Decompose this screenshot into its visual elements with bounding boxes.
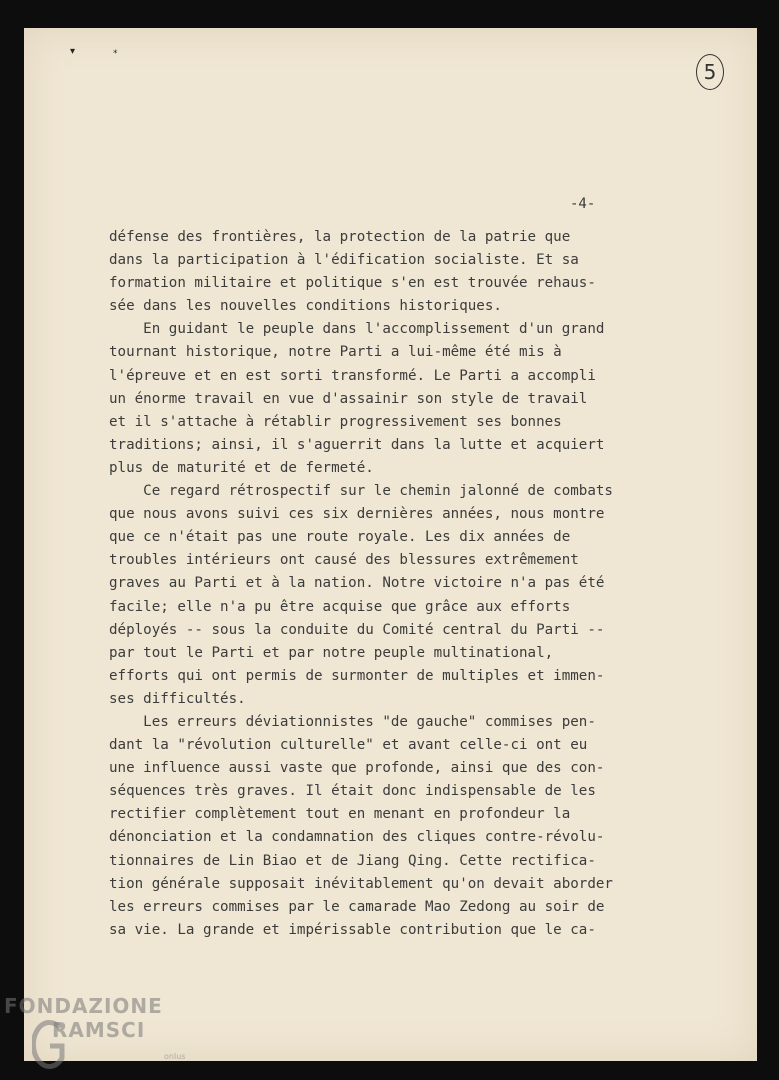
text-line: dans la participation à l'édification socialiste. Et sa xyxy=(109,252,579,269)
text-line: formation militaire et politique s'en est trouvée rehaus- xyxy=(109,275,596,292)
text-line: troubles intérieurs ont causé des blessures extrêmement xyxy=(109,552,579,569)
text-line: Les erreurs déviationnistes "de gauche" commises pen- xyxy=(109,713,596,730)
document-page xyxy=(24,28,757,1061)
watermark-suffix: onlus xyxy=(164,1052,186,1061)
corner-mark: ▾ xyxy=(70,46,76,57)
text-line: sa vie. La grande et impérissable contribution que le ca- xyxy=(109,921,596,938)
text-line: tion générale supposait inévitablement qu'on devait aborder xyxy=(109,875,613,892)
text-line: graves au Parti et à la nation. Notre victoire n'a pas été xyxy=(109,575,605,592)
text-line: efforts qui ont permis de surmonter de multiples et immen- xyxy=(109,667,605,684)
text-line: sée dans les nouvelles conditions historiques. xyxy=(109,298,502,315)
text-line: par tout le Parti et par notre peuple multinational, xyxy=(109,644,554,661)
text-line: rectifier complètement tout en menant en profondeur la xyxy=(109,806,571,823)
text-line: dant la "révolution culturelle" et avant celle-ci ont eu xyxy=(109,737,588,754)
text-line: traditions; ainsi, il s'aguerrit dans la lutte et acquiert xyxy=(109,436,605,453)
text-line: séquences très graves. Il était donc indispensable de les xyxy=(109,783,596,800)
text-line: l'épreuve et en est sorti transformé. Le Parti a accompli xyxy=(109,367,596,384)
text-line: et il s'attache à rétablir progressivement ses bonnes xyxy=(109,413,562,430)
corner-mark: ⁎ xyxy=(113,46,118,56)
text-line: un énorme travail en vue d'assainir son style de travail xyxy=(109,390,588,407)
body-text xyxy=(109,226,709,942)
folio-number: 5 xyxy=(696,54,724,90)
text-line: tionnaires de Lin Biao et de Jiang Qing. Cette rectifica- xyxy=(109,852,596,869)
text-line: défense des frontières, la protection de la patrie que xyxy=(109,229,571,245)
page-number: -4- xyxy=(570,196,596,212)
text-line: dénonciation et la condamnation des cliques contre-révolu- xyxy=(109,829,605,846)
text-line: une influence aussi vaste que profonde, ainsi que des con- xyxy=(109,760,605,777)
text-line: Ce regard rétrospectif sur le chemin jalonné de combats xyxy=(109,483,613,500)
watermark-line2: RAMSCI xyxy=(52,1018,146,1042)
text-line: facile; elle n'a pu être acquise que grâce aux efforts xyxy=(109,598,571,615)
text-line: ses difficultés. xyxy=(109,690,246,707)
text-line: plus de maturité et de fermeté. xyxy=(109,459,374,476)
text-line: que ce n'était pas une route royale. Les dix années de xyxy=(109,529,571,546)
watermark-line1: FONDAZIONE xyxy=(4,994,163,1018)
text-line: tournant historique, notre Parti a lui-même été mis à xyxy=(109,344,562,361)
fondazione-gramsci-watermark xyxy=(4,994,204,1080)
text-line: que nous avons suivi ces six dernières années, nous montre xyxy=(109,506,605,523)
text-line: En guidant le peuple dans l'accomplissement d'un grand xyxy=(109,321,605,338)
text-line: les erreurs commises par le camarade Mao Zedong au soir de xyxy=(109,898,605,915)
text-line: déployés -- sous la conduite du Comité central du Parti -- xyxy=(109,621,605,638)
